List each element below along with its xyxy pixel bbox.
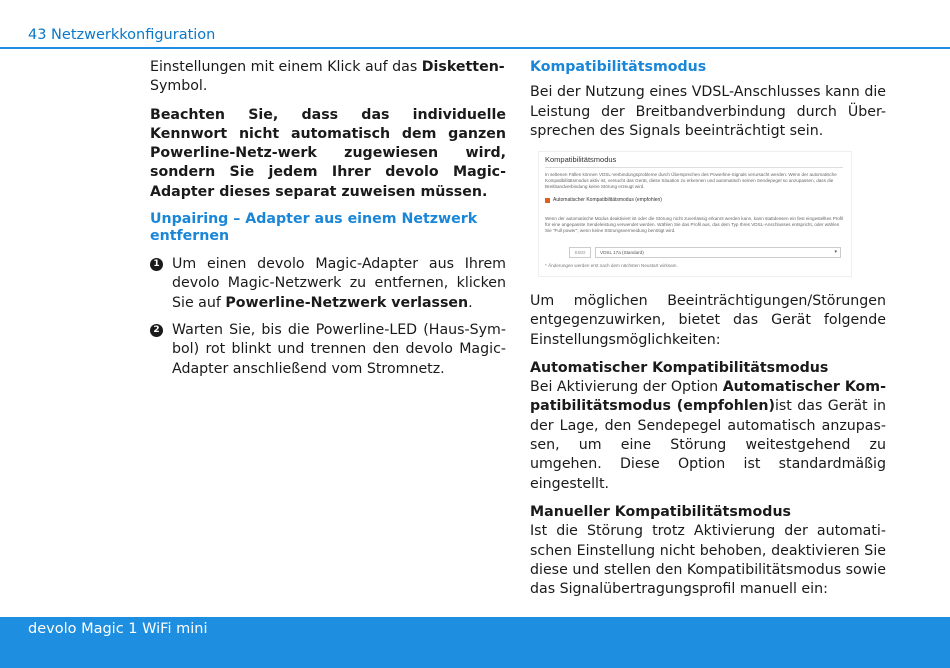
left-column (150, 58, 506, 379)
product-name: devolo Magic 1 WiFi mini (28, 621, 208, 637)
step-1-text-b: Powerline-Netzwerk verlassen (225, 294, 469, 311)
compat-options-intro: Um möglichen Beeinträchtigungen/Störungen entgegenzuwirken, bietet das Gerät folgende Einstellungsmöglichkeiten: (530, 293, 886, 348)
auto-mode-text-a: Bei Aktivierung der Option (530, 379, 723, 396)
step-2-text: Warten Sie, bis die Powerline-LED (Haus-Sym-bol) rot blinkt und trennen den devolo Magic-Adapter anschließend vom Stromnetz. (172, 321, 506, 377)
chevron-down-icon: ▾ (834, 249, 837, 255)
header-rule (0, 47, 950, 49)
screenshot-description-2: Wenn der automatische Modus deaktiviert ist oder die Störung nicht zuverlässig erkannt werden kann, kann stattdessen ein fest eingestelltes Profil für eine angepasste Sendeleistung verwendet werden. Wählen Sie das Profil aus, das dem Typ Ihres VDSL-Anschlusses entspricht, oder wählen Sie "Full power", wenn keine Störungsvermeidung benötigt wird. (545, 216, 844, 233)
auto-mode-heading: Automatischer Kompatibilitätsmodus (530, 359, 829, 376)
auto-mode-text-c: ist das Gerät in der Lage, den Sendepegel automatisch anzupas-sen, um eine Störung weitestgehend zu umgehen. Diese Option ist standardmäßig eingestellt. (530, 398, 886, 492)
screenshot-checkbox-label: Automatischer Kompatibilitätsmodus (empfohlen) (553, 197, 662, 203)
screenshot-select-mode: SISO (569, 247, 591, 258)
checkbox-icon (545, 198, 550, 203)
unpairing-heading: Unpairing – Adapter aus einem Netzwerk entfernen (150, 211, 478, 245)
step-1-text-a: Um einen devolo Magic-Adapter aus Ihrem devolo Magic-Netzwerk zu entfernen, klicken Sie auf (172, 256, 506, 311)
section-title: 43 Netzwerkkonfiguration (28, 27, 216, 43)
intro-text-b: Disketten- (421, 59, 505, 75)
settings-screenshot (538, 151, 852, 277)
screenshot-rule (545, 167, 843, 168)
screenshot-select-profile (595, 247, 841, 258)
auto-mode-paragraph (530, 378, 886, 494)
manual-mode-heading: Manueller Kompatibilitätsmodus (530, 503, 792, 520)
note-paragraph: Beachten Sie, dass das individuelle Kennwort nicht automatisch dem ganzen Powerline-Netz-werk zugewiesen wird, sondern Sie jedem Ihrer devolo Magic-Adapter dieses separat zuweisen müssen. (150, 106, 506, 200)
manual-mode-paragraph: Ist die Störung trotz Aktivierung der automati-schen Einstellung nicht behoben, deaktivieren Sie diese und stellen den Kompatibilitätsmodus sowie das Signalübertragungsprofil manuell ein: (530, 523, 886, 598)
step-1 (150, 255, 506, 313)
step-1-text-c: . (468, 294, 473, 311)
screenshot-footnote: * Änderungen werden erst nach dem nächsten Neustart wirksam. (545, 263, 678, 268)
right-column-lower (530, 292, 886, 599)
step-number-1: 1 (150, 258, 163, 271)
right-column (530, 58, 886, 141)
screenshot-title: Kompatibilitätsmodus (545, 155, 617, 164)
page-footer (0, 617, 950, 668)
intro-text-c: Symbol. (150, 78, 208, 95)
compat-heading: Kompatibilitätsmodus (530, 59, 707, 75)
step-number-2: 2 (150, 324, 163, 337)
screenshot-select-profile-value: VDSL 17a (Standard) (600, 250, 644, 255)
auto-mode-text-b: Automatischer Kom-patibilitätsmodus (empfohlen) (530, 379, 886, 415)
intro-paragraph (150, 58, 506, 97)
intro-text-a: Einstellungen mit einem Klick auf das (150, 59, 422, 75)
page-header (0, 0, 950, 49)
screenshot-description: In seltenen Fällen können VDSL-Verbindungsprobleme durch Übersprechen des Powerline-Signals verursacht werden. Wenn der automatische Kompatibilitätsmodus aktiv ist, versucht das Gerät, diese Situation zu erkennen und automatisch seinen Sendepegel so anzupassen, dass die Breitbandverbindung keine Störung erzeugt wird. (545, 172, 837, 189)
step-2 (150, 321, 506, 379)
compat-intro: Bei der Nutzung eines VDSL-Anschlusses kann die Leistung der Breitbandverbindung durch Über-sprechen des Signals beeinträchtigt sein. (530, 84, 886, 139)
